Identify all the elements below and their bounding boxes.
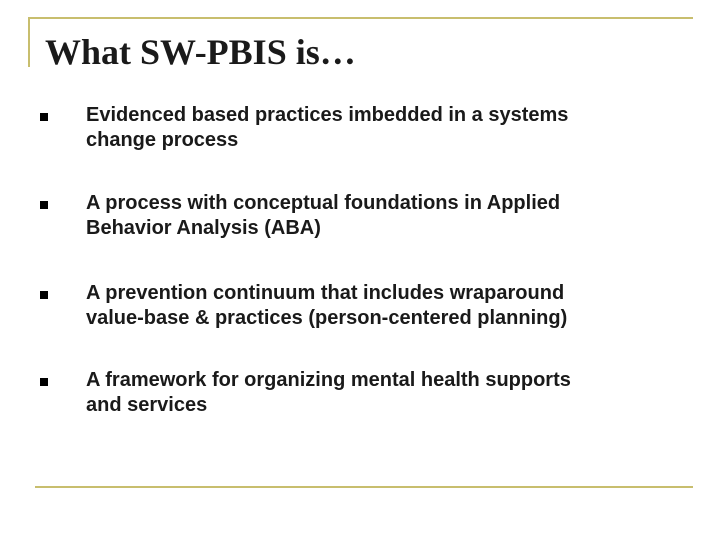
footer-rule [35,486,693,488]
title-frame-left-rule [28,17,30,67]
bullet-text: Evidenced based practices imbedded in a systems change process [86,104,569,151]
bullet-text: A framework for organizing mental health supports and services [86,369,571,416]
square-bullet-icon [40,113,48,121]
square-bullet-icon [40,201,48,209]
square-bullet-icon [40,291,48,299]
bullet-text: A prevention continuum that includes wraparound value-base & practices (person-centered planning) [86,282,568,329]
slide-title: What SW-PBIS is… [45,32,356,72]
title-frame-top-rule [28,17,693,19]
square-bullet-icon [40,378,48,386]
bullet-text: A process with conceptual foundations in Applied Behavior Analysis (ABA) [86,192,561,239]
